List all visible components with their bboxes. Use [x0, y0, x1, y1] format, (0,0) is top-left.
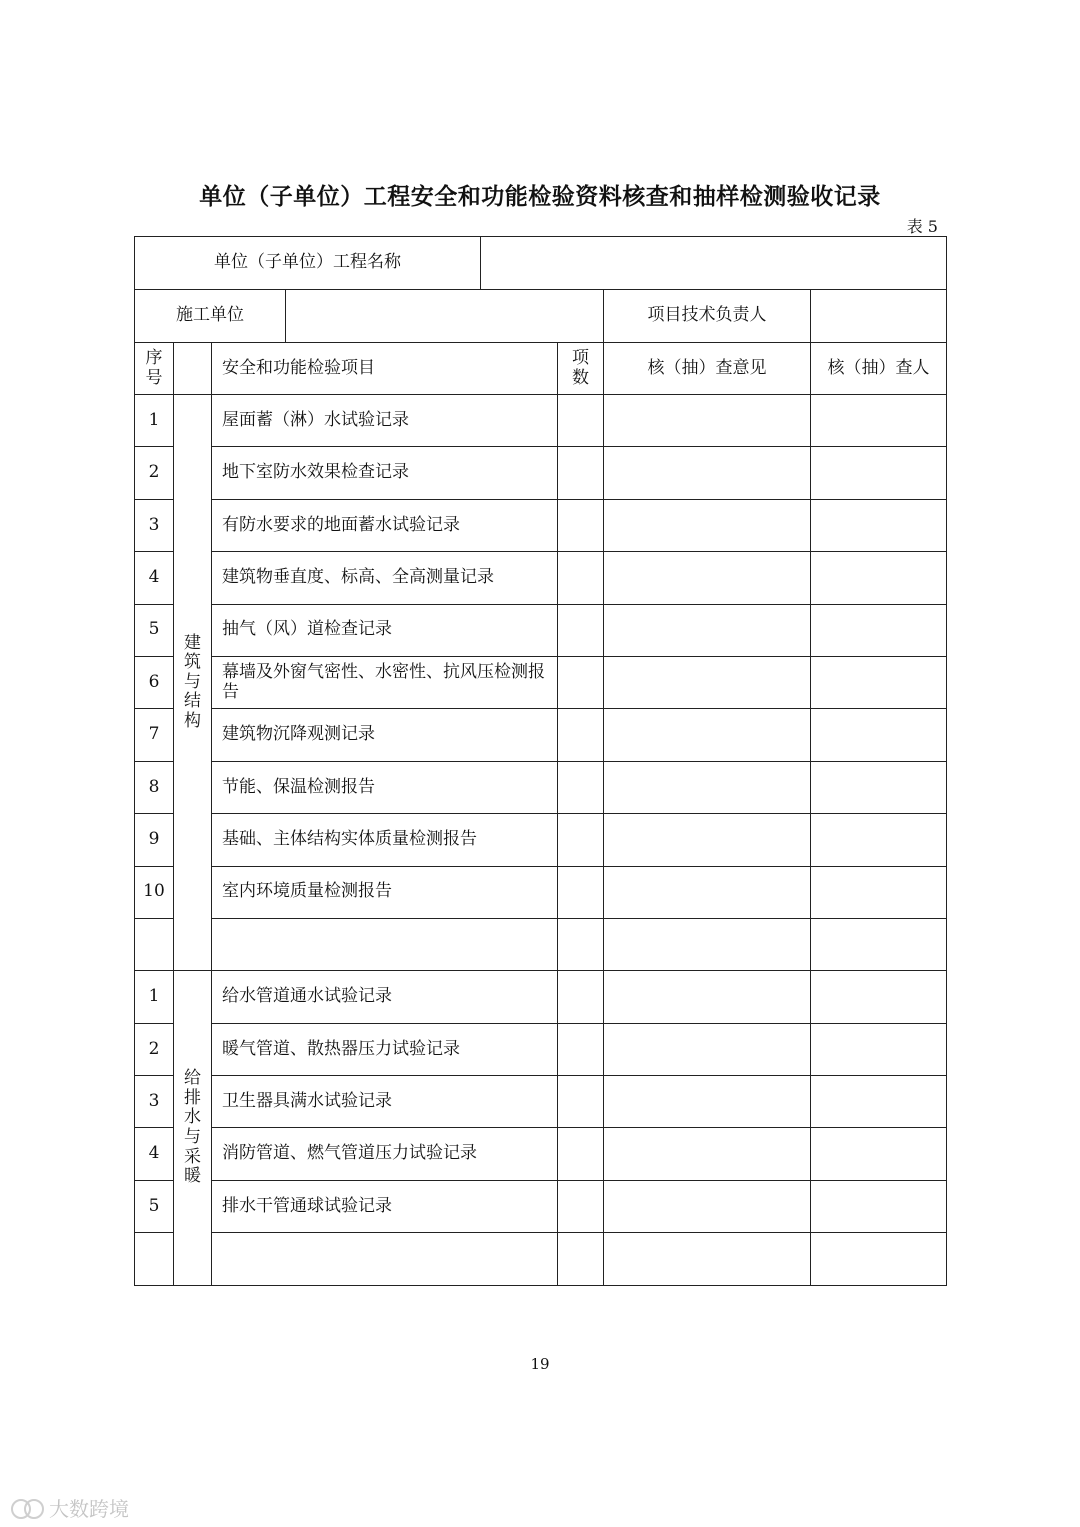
column-header-row — [135, 343, 947, 395]
opinion-cell[interactable] — [604, 395, 811, 447]
checker-cell[interactable] — [811, 709, 947, 761]
item-name: 排水干管通球试验记录 — [212, 1180, 558, 1232]
opinion-cell[interactable] — [604, 918, 811, 970]
item-header: 安全和功能检验项目 — [212, 343, 558, 395]
item-count-cell[interactable] — [558, 1023, 604, 1075]
table-row — [135, 814, 947, 866]
category-char: 与 — [184, 671, 201, 692]
table-row — [135, 656, 947, 708]
project-name-label: 单位（子单位）工程名称 — [135, 237, 481, 290]
item-count-cell[interactable] — [558, 761, 604, 813]
opinion-cell[interactable] — [604, 709, 811, 761]
table-row — [135, 447, 947, 499]
table-row — [135, 761, 947, 813]
item-name: 建筑物垂直度、标高、全高测量记录 — [212, 552, 558, 604]
item-name: 给水管道通水试验记录 — [212, 971, 558, 1023]
item-count-cell[interactable] — [558, 709, 604, 761]
item-name: 抽气（风）道检查记录 — [212, 604, 558, 656]
table-row — [135, 1180, 947, 1232]
watermark — [10, 1493, 129, 1522]
table-row — [135, 1128, 947, 1180]
page-title: 单位（子单位）工程安全和功能检验资料核查和抽样检测验收记录 — [199, 184, 881, 210]
inspection-record-table — [134, 236, 947, 1286]
row-number: 2 — [135, 1023, 174, 1075]
table-row — [135, 1076, 947, 1128]
tech-lead-field[interactable] — [811, 290, 947, 343]
checker-cell[interactable] — [811, 1076, 947, 1128]
item-count-cell[interactable] — [558, 1180, 604, 1232]
opinion-cell[interactable] — [604, 971, 811, 1023]
page-number: 19 — [530, 1355, 550, 1373]
count-header — [558, 343, 604, 395]
row-number: 1 — [135, 971, 174, 1023]
category-char: 采 — [184, 1146, 201, 1167]
checker-cell[interactable] — [811, 814, 947, 866]
checker-cell[interactable] — [811, 604, 947, 656]
category-char: 构 — [184, 710, 201, 731]
checker-cell[interactable] — [811, 866, 947, 918]
category-char: 排 — [184, 1087, 201, 1108]
opinion-cell[interactable] — [604, 761, 811, 813]
checker-cell[interactable] — [811, 918, 947, 970]
checker-cell[interactable] — [811, 1128, 947, 1180]
row-number — [135, 1233, 174, 1285]
table-row — [135, 918, 947, 970]
item-count-cell[interactable] — [558, 395, 604, 447]
seq-header-line1: 序 — [145, 347, 163, 368]
item-count-cell[interactable] — [558, 1076, 604, 1128]
category-char: 与 — [184, 1126, 201, 1147]
opinion-cell[interactable] — [604, 814, 811, 866]
row-number: 3 — [135, 1076, 174, 1128]
checker-cell[interactable] — [811, 971, 947, 1023]
count-header-line2: 数 — [572, 367, 589, 388]
checker-cell[interactable] — [811, 1180, 947, 1232]
checker-cell[interactable] — [811, 1233, 947, 1285]
item-count-cell[interactable] — [558, 447, 604, 499]
table-row — [135, 866, 947, 918]
checker-cell[interactable] — [811, 761, 947, 813]
opinion-cell[interactable] — [604, 1233, 811, 1285]
opinion-cell[interactable] — [604, 1023, 811, 1075]
table-row — [135, 971, 947, 1023]
category-char: 水 — [184, 1107, 201, 1128]
category-char: 暖 — [184, 1166, 201, 1187]
row-number: 4 — [135, 1128, 174, 1180]
tech-lead-label: 项目技术负责人 — [604, 290, 811, 343]
project-name-row — [135, 237, 947, 290]
table-row — [135, 552, 947, 604]
opinion-cell[interactable] — [604, 656, 811, 708]
row-number: 3 — [135, 499, 174, 551]
item-count-cell[interactable] — [558, 552, 604, 604]
contractor-row — [135, 290, 947, 343]
row-number: 10 — [135, 866, 174, 918]
checker-cell[interactable] — [811, 395, 947, 447]
row-number: 6 — [135, 656, 174, 708]
opinion-cell[interactable] — [604, 1128, 811, 1180]
category-cell — [174, 395, 212, 971]
item-name: 基础、主体结构实体质量检测报告 — [212, 814, 558, 866]
opinion-cell[interactable] — [604, 447, 811, 499]
item-count-cell[interactable] — [558, 918, 604, 970]
item-name: 节能、保温检测报告 — [212, 761, 558, 813]
category-char: 筑 — [184, 652, 201, 673]
row-number: 1 — [135, 395, 174, 447]
table-row — [135, 499, 947, 551]
category-char: 给 — [184, 1068, 201, 1089]
watermark-text: 大数跨境 — [49, 1497, 129, 1521]
opinion-cell[interactable] — [604, 1076, 811, 1128]
item-name: 幕墙及外窗气密性、水密性、抗风压检测报告 — [212, 656, 558, 708]
item-count-cell[interactable] — [558, 866, 604, 918]
row-number: 5 — [135, 604, 174, 656]
item-name: 暖气管道、散热器压力试验记录 — [212, 1023, 558, 1075]
row-number: 7 — [135, 709, 174, 761]
opinion-cell[interactable] — [604, 499, 811, 551]
item-name: 有防水要求的地面蓄水试验记录 — [212, 499, 558, 551]
opinion-cell[interactable] — [604, 1180, 811, 1232]
checker-cell[interactable] — [811, 656, 947, 708]
item-count-cell[interactable] — [558, 656, 604, 708]
seq-header — [135, 343, 174, 395]
checker-cell[interactable] — [811, 499, 947, 551]
item-name — [212, 918, 558, 970]
row-number — [135, 918, 174, 970]
row-number: 9 — [135, 814, 174, 866]
table-row — [135, 1233, 947, 1285]
item-name: 消防管道、燃气管道压力试验记录 — [212, 1128, 558, 1180]
item-name — [212, 1233, 558, 1285]
item-name: 屋面蓄（淋）水试验记录 — [212, 395, 558, 447]
item-name: 地下室防水效果检查记录 — [212, 447, 558, 499]
category-header — [174, 343, 212, 395]
opinion-header: 核（抽）查意见 — [604, 343, 811, 395]
row-number: 8 — [135, 761, 174, 813]
seq-header-line2: 号 — [145, 367, 163, 388]
table-number: 表 5 — [906, 217, 938, 236]
row-number: 5 — [135, 1180, 174, 1232]
item-name: 建筑物沉降观测记录 — [212, 709, 558, 761]
item-count-cell[interactable] — [558, 604, 604, 656]
double-circle-logo-icon — [10, 1496, 44, 1520]
checker-cell[interactable] — [811, 1023, 947, 1075]
opinion-cell[interactable] — [604, 866, 811, 918]
checker-cell[interactable] — [811, 552, 947, 604]
count-header-line1: 项 — [572, 347, 589, 368]
contractor-label: 施工单位 — [135, 290, 286, 343]
category-char: 建 — [184, 632, 201, 653]
category-cell — [174, 971, 212, 1285]
table-row — [135, 709, 947, 761]
table-row — [135, 604, 947, 656]
project-name-field[interactable] — [481, 237, 947, 290]
opinion-cell[interactable] — [604, 604, 811, 656]
item-count-cell[interactable] — [558, 1233, 604, 1285]
checker-cell[interactable] — [811, 447, 947, 499]
category-char: 结 — [184, 691, 201, 712]
item-count-cell[interactable] — [558, 814, 604, 866]
item-count-cell[interactable] — [558, 499, 604, 551]
contractor-field[interactable] — [286, 290, 604, 343]
table-row — [135, 1023, 947, 1075]
table-row — [135, 395, 947, 447]
opinion-cell[interactable] — [604, 552, 811, 604]
row-number: 2 — [135, 447, 174, 499]
item-name: 室内环境质量检测报告 — [212, 866, 558, 918]
item-count-cell[interactable] — [558, 971, 604, 1023]
item-count-cell[interactable] — [558, 1128, 604, 1180]
item-name: 卫生器具满水试验记录 — [212, 1076, 558, 1128]
row-number: 4 — [135, 552, 174, 604]
checker-header: 核（抽）查人 — [811, 343, 947, 395]
